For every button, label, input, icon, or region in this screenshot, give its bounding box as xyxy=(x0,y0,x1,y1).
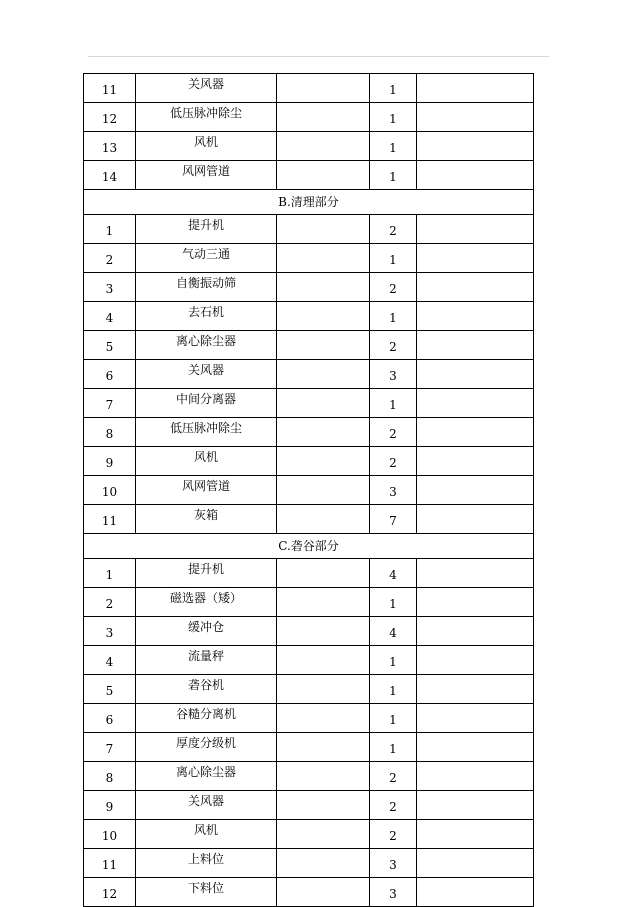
section-header-row xyxy=(84,534,534,559)
equipment-name-cell: 离心除尘器 xyxy=(136,331,277,360)
quantity-cell: 2 xyxy=(370,762,417,791)
quantity-cell: 3 xyxy=(370,476,417,505)
table-row xyxy=(84,74,534,103)
remarks-cell xyxy=(417,791,534,820)
equipment-name-cell: 离心除尘器 xyxy=(136,762,277,791)
row-number-cell: 12 xyxy=(84,878,136,907)
remarks-cell xyxy=(417,704,534,733)
remarks-cell xyxy=(417,762,534,791)
row-number-cell: 6 xyxy=(84,360,136,389)
equipment-name-cell: 风网管道 xyxy=(136,161,277,190)
quantity-cell: 1 xyxy=(370,302,417,331)
specification-cell xyxy=(277,733,370,762)
section-title: C.砻谷部分 xyxy=(84,534,534,559)
quantity-cell: 4 xyxy=(370,617,417,646)
remarks-cell xyxy=(417,302,534,331)
table-row xyxy=(84,360,534,389)
quantity-cell: 2 xyxy=(370,273,417,302)
remarks-cell xyxy=(417,74,534,103)
remarks-cell xyxy=(417,273,534,302)
specification-cell xyxy=(277,849,370,878)
table-row xyxy=(84,646,534,675)
table-row xyxy=(84,849,534,878)
specification-cell xyxy=(277,418,370,447)
equipment-name-cell: 谷糙分离机 xyxy=(136,704,277,733)
row-number-cell: 8 xyxy=(84,762,136,791)
table-row xyxy=(84,617,534,646)
specification-cell xyxy=(277,675,370,704)
row-number-cell: 11 xyxy=(84,505,136,534)
quantity-cell: 2 xyxy=(370,331,417,360)
table-row xyxy=(84,389,534,418)
specification-cell xyxy=(277,588,370,617)
row-number-cell: 10 xyxy=(84,476,136,505)
quantity-cell: 1 xyxy=(370,389,417,418)
equipment-table xyxy=(83,73,534,907)
remarks-cell xyxy=(417,215,534,244)
equipment-name-cell: 流量秤 xyxy=(136,646,277,675)
quantity-cell: 2 xyxy=(370,791,417,820)
row-number-cell: 9 xyxy=(84,791,136,820)
remarks-cell xyxy=(417,505,534,534)
table-row xyxy=(84,762,534,791)
quantity-cell: 1 xyxy=(370,646,417,675)
equipment-name-cell: 风机 xyxy=(136,132,277,161)
quantity-cell: 3 xyxy=(370,878,417,907)
table-row xyxy=(84,505,534,534)
specification-cell xyxy=(277,878,370,907)
row-number-cell: 13 xyxy=(84,132,136,161)
table-row xyxy=(84,244,534,273)
remarks-cell xyxy=(417,588,534,617)
remarks-cell xyxy=(417,617,534,646)
specification-cell xyxy=(277,273,370,302)
row-number-cell: 10 xyxy=(84,820,136,849)
equipment-name-cell: 砻谷机 xyxy=(136,675,277,704)
section-header-row xyxy=(84,190,534,215)
row-number-cell: 1 xyxy=(84,215,136,244)
equipment-name-cell: 低压脉冲除尘 xyxy=(136,103,277,132)
remarks-cell xyxy=(417,559,534,588)
table-row xyxy=(84,791,534,820)
remarks-cell xyxy=(417,675,534,704)
specification-cell xyxy=(277,505,370,534)
specification-cell xyxy=(277,820,370,849)
row-number-cell: 3 xyxy=(84,273,136,302)
remarks-cell xyxy=(417,447,534,476)
remarks-cell xyxy=(417,418,534,447)
table-row xyxy=(84,215,534,244)
specification-cell xyxy=(277,244,370,273)
table-row xyxy=(84,273,534,302)
specification-cell xyxy=(277,791,370,820)
remarks-cell xyxy=(417,360,534,389)
table-row xyxy=(84,331,534,360)
specification-cell xyxy=(277,476,370,505)
remarks-cell xyxy=(417,733,534,762)
equipment-name-cell: 自衡振动筛 xyxy=(136,273,277,302)
page-header-rule xyxy=(88,56,549,57)
quantity-cell: 1 xyxy=(370,733,417,762)
equipment-name-cell: 上料位 xyxy=(136,849,277,878)
equipment-table-body xyxy=(84,74,534,907)
table-row xyxy=(84,588,534,617)
table-row xyxy=(84,418,534,447)
quantity-cell: 3 xyxy=(370,849,417,878)
specification-cell xyxy=(277,215,370,244)
quantity-cell: 1 xyxy=(370,132,417,161)
specification-cell xyxy=(277,389,370,418)
quantity-cell: 3 xyxy=(370,360,417,389)
equipment-name-cell: 关风器 xyxy=(136,360,277,389)
quantity-cell: 1 xyxy=(370,74,417,103)
equipment-name-cell: 关风器 xyxy=(136,74,277,103)
specification-cell xyxy=(277,704,370,733)
row-number-cell: 4 xyxy=(84,302,136,331)
remarks-cell xyxy=(417,244,534,273)
quantity-cell: 7 xyxy=(370,505,417,534)
table-row xyxy=(84,302,534,331)
row-number-cell: 6 xyxy=(84,704,136,733)
row-number-cell: 2 xyxy=(84,244,136,273)
specification-cell xyxy=(277,103,370,132)
remarks-cell xyxy=(417,849,534,878)
equipment-name-cell: 关风器 xyxy=(136,791,277,820)
quantity-cell: 1 xyxy=(370,103,417,132)
row-number-cell: 8 xyxy=(84,418,136,447)
equipment-name-cell: 下料位 xyxy=(136,878,277,907)
table-row xyxy=(84,447,534,476)
remarks-cell xyxy=(417,820,534,849)
table-row xyxy=(84,820,534,849)
quantity-cell: 2 xyxy=(370,215,417,244)
remarks-cell xyxy=(417,132,534,161)
quantity-cell: 1 xyxy=(370,588,417,617)
table-row xyxy=(84,675,534,704)
row-number-cell: 1 xyxy=(84,559,136,588)
equipment-name-cell: 风网管道 xyxy=(136,476,277,505)
quantity-cell: 4 xyxy=(370,559,417,588)
equipment-name-cell: 磁选器（矮） xyxy=(136,588,277,617)
row-number-cell: 11 xyxy=(84,849,136,878)
specification-cell xyxy=(277,161,370,190)
row-number-cell: 3 xyxy=(84,617,136,646)
table-row xyxy=(84,704,534,733)
table-row xyxy=(84,559,534,588)
quantity-cell: 1 xyxy=(370,244,417,273)
table-row xyxy=(84,878,534,907)
equipment-name-cell: 风机 xyxy=(136,820,277,849)
specification-cell xyxy=(277,360,370,389)
table-row xyxy=(84,733,534,762)
row-number-cell: 5 xyxy=(84,675,136,704)
quantity-cell: 1 xyxy=(370,704,417,733)
specification-cell xyxy=(277,762,370,791)
remarks-cell xyxy=(417,331,534,360)
specification-cell xyxy=(277,302,370,331)
remarks-cell xyxy=(417,476,534,505)
remarks-cell xyxy=(417,161,534,190)
row-number-cell: 7 xyxy=(84,389,136,418)
table-row xyxy=(84,103,534,132)
specification-cell xyxy=(277,646,370,675)
remarks-cell xyxy=(417,646,534,675)
equipment-name-cell: 气动三通 xyxy=(136,244,277,273)
specification-cell xyxy=(277,331,370,360)
row-number-cell: 14 xyxy=(84,161,136,190)
row-number-cell: 4 xyxy=(84,646,136,675)
remarks-cell xyxy=(417,878,534,907)
row-number-cell: 2 xyxy=(84,588,136,617)
row-number-cell: 9 xyxy=(84,447,136,476)
equipment-name-cell: 缓冲仓 xyxy=(136,617,277,646)
equipment-name-cell: 中间分离器 xyxy=(136,389,277,418)
remarks-cell xyxy=(417,103,534,132)
quantity-cell: 1 xyxy=(370,675,417,704)
specification-cell xyxy=(277,74,370,103)
quantity-cell: 2 xyxy=(370,418,417,447)
quantity-cell: 2 xyxy=(370,447,417,476)
equipment-name-cell: 低压脉冲除尘 xyxy=(136,418,277,447)
specification-cell xyxy=(277,617,370,646)
quantity-cell: 1 xyxy=(370,161,417,190)
row-number-cell: 7 xyxy=(84,733,136,762)
remarks-cell xyxy=(417,389,534,418)
row-number-cell: 5 xyxy=(84,331,136,360)
section-title: B.清理部分 xyxy=(84,190,534,215)
specification-cell xyxy=(277,447,370,476)
equipment-name-cell: 厚度分级机 xyxy=(136,733,277,762)
quantity-cell: 2 xyxy=(370,820,417,849)
table-row xyxy=(84,132,534,161)
table-row xyxy=(84,161,534,190)
row-number-cell: 12 xyxy=(84,103,136,132)
equipment-name-cell: 灰箱 xyxy=(136,505,277,534)
specification-cell xyxy=(277,559,370,588)
equipment-name-cell: 去石机 xyxy=(136,302,277,331)
table-row xyxy=(84,476,534,505)
row-number-cell: 11 xyxy=(84,74,136,103)
equipment-name-cell: 风机 xyxy=(136,447,277,476)
equipment-name-cell: 提升机 xyxy=(136,559,277,588)
specification-cell xyxy=(277,132,370,161)
equipment-name-cell: 提升机 xyxy=(136,215,277,244)
